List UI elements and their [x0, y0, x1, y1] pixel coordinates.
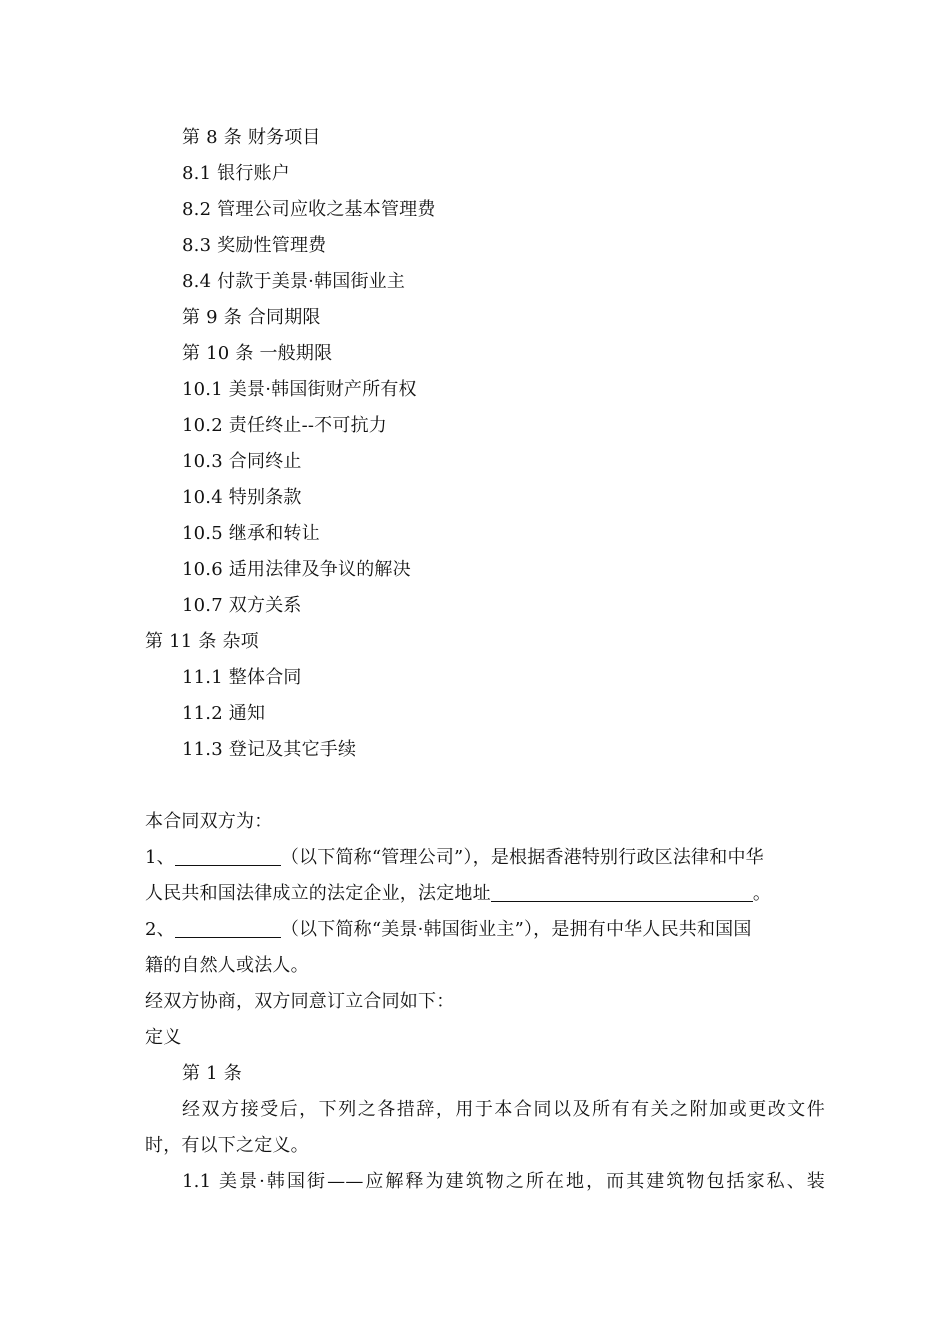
- toc-item-10-2: 10.2 责任终止--不可抗力: [182, 415, 387, 436]
- toc-article-10: 第 10 条 一般期限: [182, 343, 333, 364]
- toc-article-9: 第 9 条 合同期限: [182, 307, 321, 328]
- party-2-description: （以下简称“美景·韩国街业主”），是拥有中华人民共和国国: [280, 919, 752, 940]
- article-1-heading: 第 1 条: [182, 1063, 242, 1084]
- parties-heading: 本合同双方为：: [145, 811, 273, 832]
- toc-item-10-3: 10.3 合同终止: [182, 451, 302, 472]
- toc-item-11-2: 11.2 通知: [182, 703, 266, 724]
- party-1-line-2: [145, 882, 825, 906]
- toc-item-10-4: 10.4 特别条款: [182, 487, 302, 508]
- toc-item-8-1: 8.1 银行账户: [182, 163, 290, 184]
- party-1-address-blank: [491, 883, 753, 902]
- party-1-name-blank: [175, 847, 281, 866]
- definitions-heading: 定义: [145, 1027, 182, 1048]
- article-1-paragraph-line-1: 经双方接受后，下列之各措辞，用于本合同以及所有有关之附加或更改文件: [182, 1099, 825, 1120]
- toc-item-8-2: 8.2 管理公司应收之基本管理费: [182, 199, 436, 220]
- toc-item-10-6: 10.6 适用法律及争议的解决: [182, 559, 411, 580]
- party-2-name-blank: [175, 919, 281, 938]
- party-2-line-1: [145, 918, 825, 942]
- toc-article-11: 第 11 条 杂项: [145, 631, 259, 652]
- toc-item-11-3: 11.3 登记及其它手续: [182, 739, 357, 760]
- party-1-line-end: 。: [752, 883, 772, 904]
- article-1-paragraph-line-2: 时，有以下之定义。: [145, 1135, 309, 1156]
- party-2-prefix: 2、: [145, 919, 175, 940]
- toc-item-8-3: 8.3 奖励性管理费: [182, 235, 327, 256]
- party-2-line-2: 籍的自然人或法人。: [145, 955, 309, 976]
- toc-item-8-4: 8.4 付款于美景·韩国街业主: [182, 271, 406, 292]
- toc-item-10-7: 10.7 双方关系: [182, 595, 302, 616]
- agreement-statement: 经双方协商，双方同意订立合同如下：: [145, 991, 455, 1012]
- party-1-line-1: [145, 846, 825, 870]
- toc-article-8: 第 8 条 财务项目: [182, 127, 321, 148]
- toc-item-10-1: 10.1 美景·韩国街财产所有权: [182, 379, 417, 400]
- party-1-prefix: 1、: [145, 847, 175, 868]
- party-1-address-label: 人民共和国法律成立的法定企业，法定地址: [145, 883, 491, 904]
- party-1-description: （以下简称“管理公司”），是根据香港特别行政区法律和中华: [280, 847, 764, 868]
- toc-item-10-5: 10.5 继承和转让: [182, 523, 320, 544]
- clause-1-1: 1.1 美景·韩国街——应解释为建筑物之所在地，而其建筑物包括家私、装: [182, 1171, 825, 1192]
- toc-item-11-1: 11.1 整体合同: [182, 667, 302, 688]
